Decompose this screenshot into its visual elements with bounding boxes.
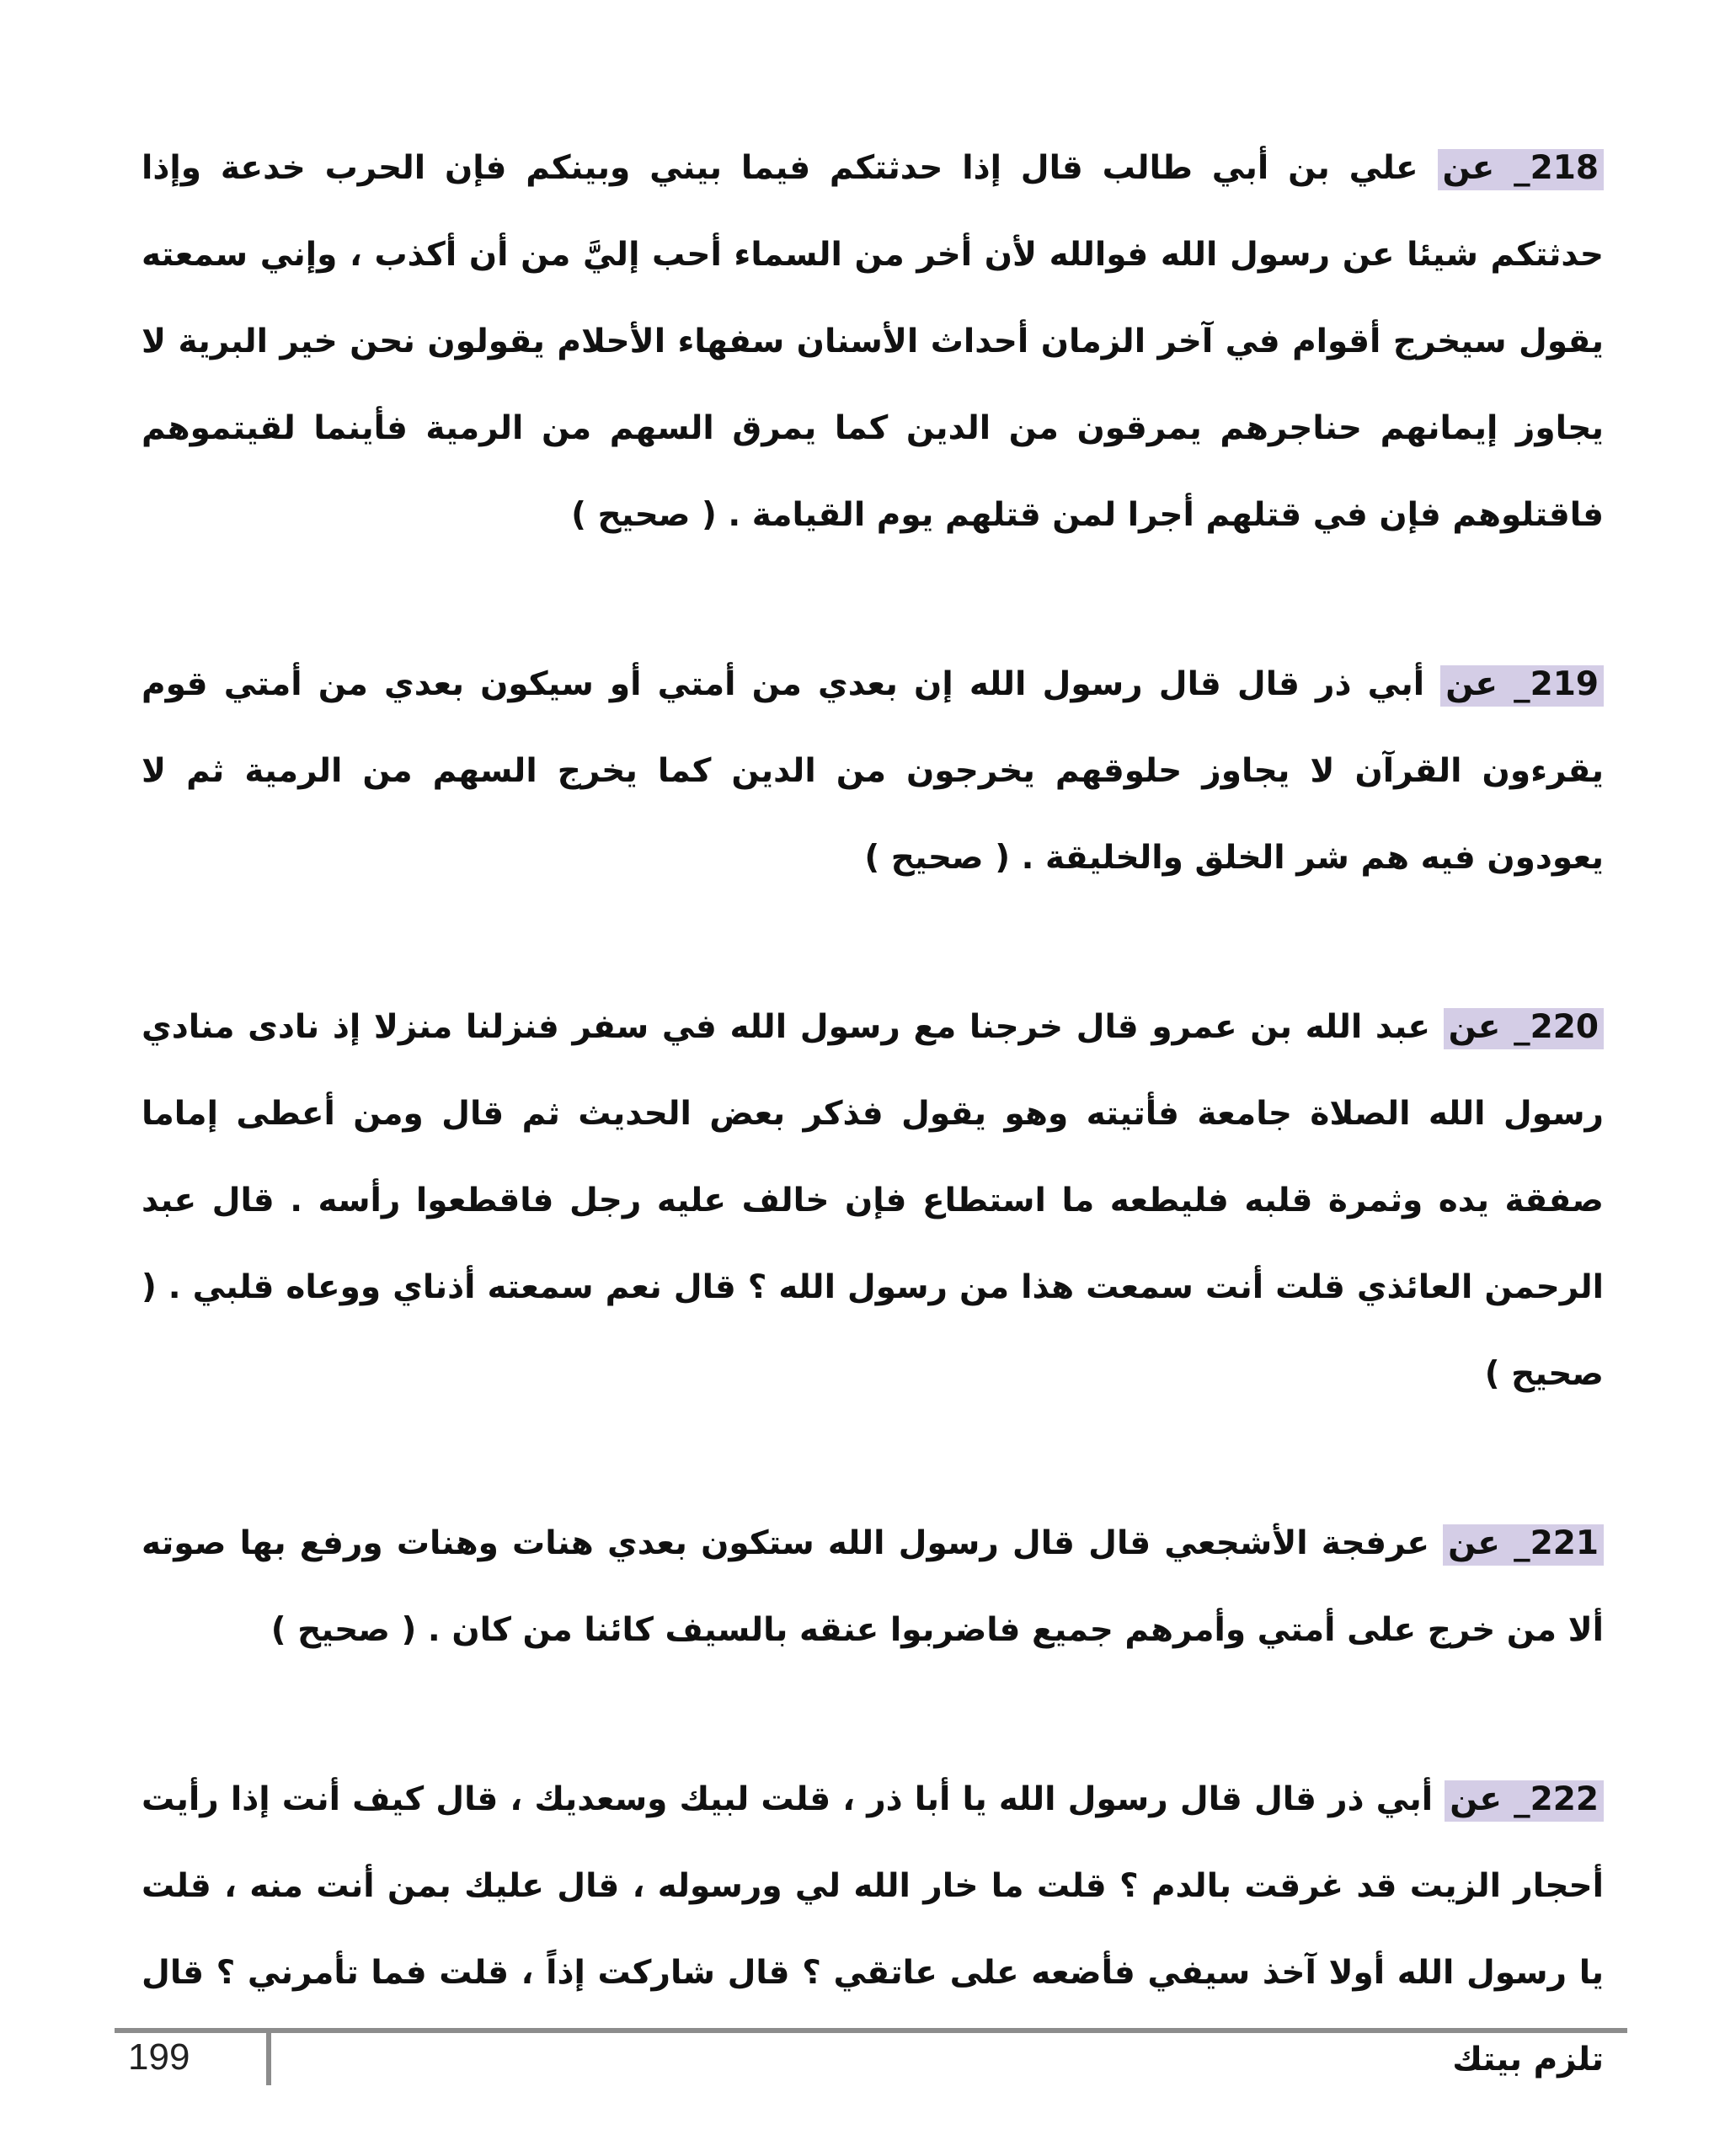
hadith-text: عرفجة الأشجعي قال قال رسول الله ستكون بعدي هنات وهنات ورفع بها صوته ألا من خرج على أمتي وأمرهم جميع فاضربوا عنقه بالسيف كائنا من كان . ( صحيح ) [142, 1524, 1604, 1649]
footer-divider-tick [266, 2033, 271, 2085]
hadith-218 [142, 125, 1604, 558]
hadith-number: 218 [1530, 149, 1599, 187]
hadith-prefix: _ عن [1450, 1780, 1530, 1818]
hadith-number-marker [1445, 1780, 1604, 1822]
hadith-number-marker [1443, 1524, 1604, 1566]
hadith-number: 222 [1530, 1780, 1599, 1818]
hadith-prefix: _ عن [1442, 149, 1530, 187]
hadith-number-marker [1444, 1008, 1604, 1049]
hadith-219 [142, 641, 1604, 901]
hadith-number: 221 [1530, 1524, 1599, 1562]
hadith-number: 220 [1530, 1008, 1599, 1046]
hadith-prefix: _ عن [1445, 665, 1530, 703]
hadith-text: أبي ذر قال قال رسول الله إن بعدي من أمتي أو سيكون بعدي من أمتي قوم يقرءون القرآن لا يجاوز حلوقهم يخرجون من الدين كما يخرج السهم من الرمية ثم لا يعودون فيه هم شر الخلق والخليقة . ( صحيح ) [142, 665, 1604, 877]
hadith-text: علي بن أبي طالب قال إذا حدثتكم فيما بيني وبينكم فإن الحرب خدعة وإذا حدثتكم شيئا عن رسول الله فوالله لأن أخر من السماء أحب إليَّ من أن أكذب ، وإني سمعته يقول سيخرج أقوام في آخر الزمان أحداث الأسنان سفهاء الأحلام يقولون نحن خير البرية لا يجاوز إيمانهم حناجرهم يمرقون من الدين كما يمرق السهم من الرمية فأينما لقيتموهم فاقتلوهم فإن في قتلهم أجرا لمن قتلهم يوم القيامة . ( صحيح ) [142, 149, 1604, 534]
hadith-number-marker [1440, 665, 1604, 707]
page-number: 199 [128, 2036, 190, 2078]
footer-rule [115, 2028, 1627, 2033]
hadith-220 [142, 984, 1604, 1417]
hadith-prefix: _ عن [1448, 1524, 1530, 1562]
hadith-text: أبي ذر قال قال رسول الله يا أبا ذر ، قلت لبيك وسعديك ، قال كيف أنت إذا رأيت أحجار الزيت قد غرقت بالدم ؟ قلت ما خار الله لي ورسوله ، قال عليك بمن أنت منه ، قلت يا رسول الله أولا آخذ سيفي فأضعه على عاتقي ؟ قال شاركت إذاً ، قلت فما تأمرني ؟ قال تلزم بيتك [142, 1780, 1604, 2079]
hadith-text: عبد الله بن عمرو قال خرجنا مع رسول الله في سفر فنزلنا منزلا إذ نادى منادي رسول الله الصلاة جامعة فأتيته وهو يقول فذكر بعض الحديث ثم قال ومن أعطى إماما صفقة يده وثمرة قلبه فليطعه ما استطاع فإن خالف عليه رجل فاقطعوا رأسه . قال عبد الرحمن العائذي قلت أنت سمعت هذا من رسول الله ؟ قال نعم سمعته أذناي ووعاه قلبي . ( صحيح ) [142, 1008, 1604, 1393]
page-body [142, 125, 1604, 2103]
hadith-221 [142, 1500, 1604, 1673]
hadith-number-marker [1438, 149, 1605, 190]
hadith-222 [142, 1756, 1604, 2103]
hadith-number: 219 [1530, 665, 1599, 703]
hadith-prefix: _ عن [1448, 1008, 1530, 1046]
